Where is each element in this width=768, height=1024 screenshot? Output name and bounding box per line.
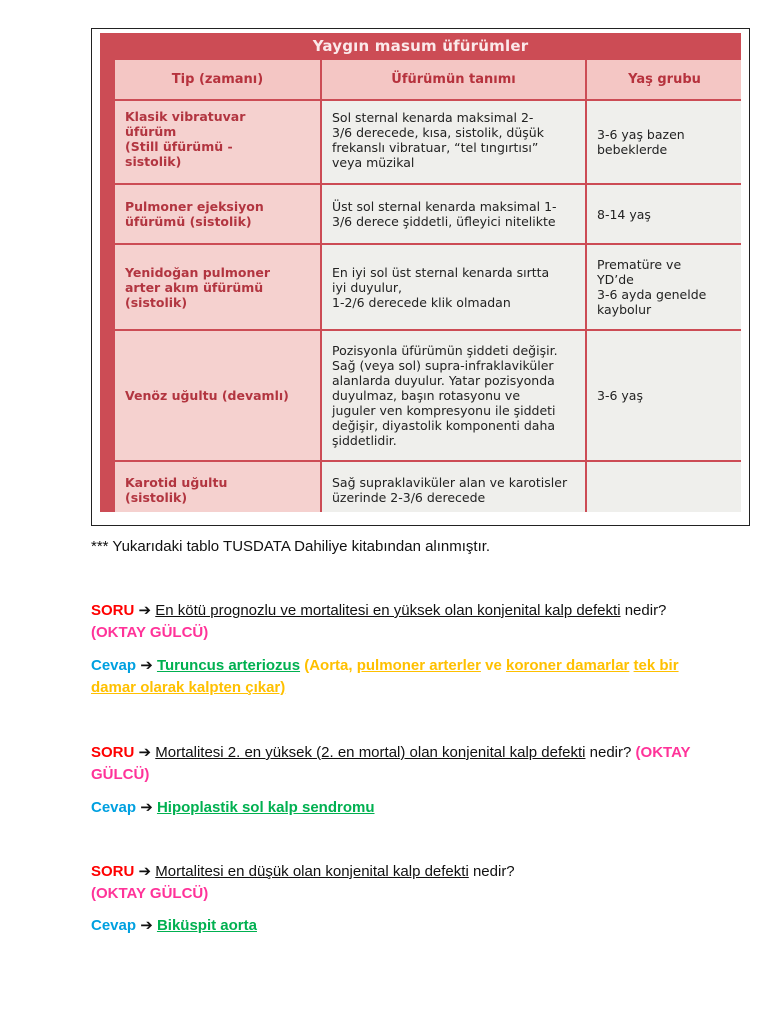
row-5-description: Sağ supraklaviküler alan ve karotisler üzerinde 2-3/6 derecede: [322, 462, 585, 512]
question-tail: nedir?: [624, 602, 667, 619]
figure-frame: [91, 28, 750, 526]
row-4-type: Venöz uğultu (devamlı): [115, 331, 320, 460]
question-block-3: [91, 861, 691, 905]
answer-block-3: [91, 915, 691, 937]
question-tail: nedir?: [472, 863, 515, 880]
arrow-icon: ➔: [138, 744, 152, 761]
arrow-icon: ➔: [138, 863, 152, 880]
row-3-type: Yenidoğan pulmoner arter akım üfürümü (sistolik): [115, 245, 320, 329]
answer-note-tail: tek bir damar olarak kalpten çıkar): [91, 657, 679, 696]
row-3-description: En iyi sol üst sternal kenarda sırtta iyi duyulur, 1-2/6 derecede klik olmadan: [322, 245, 585, 329]
answer-note-and: ve: [485, 657, 502, 674]
table-title: Yaygın masum üfürümler: [312, 37, 529, 55]
answer-label: Cevap: [91, 917, 137, 934]
header-description: Üfürümün tanımı: [322, 60, 585, 99]
source-note: *** Yukarıdaki tablo TUSDATA Dahiliye kitabından alınmıştır.: [91, 538, 491, 555]
row-1-type: Klasik vibratuvar üfürüm (Still üfürümü - sistolik): [115, 101, 320, 183]
row-5-age: [587, 462, 741, 512]
question-text: En kötü prognozlu ve mortalitesi en yüksek olan konjenital kalp defekti: [155, 602, 621, 619]
question-label: SORU: [91, 602, 135, 619]
answer-text: Biküspit aorta: [156, 917, 257, 934]
row-2-type: Pulmoner ejeksiyon üfürümü (sistolik): [115, 185, 320, 243]
question-label: SORU: [91, 744, 135, 761]
row-4-description: Pozisyonla üfürümün şiddeti değişir. Sağ (veya sol) supra-infraklaviküler alanlarda duyulur. Yatar pozisyonda duyulmaz, başın rotasyonu ve juguler ven kompresyonu ile şiddeti değişir, diyastolik komponenti daha şiddetlidir.: [322, 331, 585, 460]
header-type: Tip (zamanı): [115, 60, 320, 99]
row-2-age: 8-14 yaş: [587, 185, 741, 243]
author-tag: (OKTAY GÜLCÜ): [91, 624, 209, 641]
question-label: SORU: [91, 863, 135, 880]
question-block-1: [91, 600, 691, 644]
answer-text: Turuncus arteriozus: [156, 657, 301, 674]
author-tag: (OKTAY GÜLCÜ): [91, 744, 691, 783]
question-tail: nedir?: [589, 744, 632, 761]
header-age-group: Yaş grubu: [587, 60, 741, 99]
question-text: Mortalitesi en düşük olan konjenital kalp defekti: [155, 863, 469, 880]
row-1-age: 3-6 yaş bazen bebeklerde: [587, 101, 741, 183]
answer-label: Cevap: [91, 799, 137, 816]
arrow-icon: ➔: [140, 657, 153, 674]
answer-label: Cevap: [91, 657, 137, 674]
question-text: Mortalitesi 2. en yüksek (2. en mortal) olan konjenital kalp defekti: [155, 744, 586, 761]
row-3-age: Prematüre ve YD’de 3-6 ayda genelde kaybolur: [587, 245, 741, 329]
row-1-description: Sol sternal kenarda maksimal 2- 3/6 derecede, kısa, sistolik, düşük frekanslı vibratuar, “tel tıngırtısı” veya müzikal: [322, 101, 585, 183]
row-5-type: Karotid uğultu (sistolik): [115, 462, 320, 512]
answer-block-1: [91, 655, 691, 699]
arrow-icon: ➔: [140, 799, 153, 816]
arrow-icon: ➔: [140, 917, 153, 934]
arrow-icon: ➔: [138, 602, 152, 619]
row-2-description: Üst sol sternal kenarda maksimal 1- 3/6 derece şiddetli, üfleyici nitelikte: [322, 185, 585, 243]
murmur-table: [115, 60, 738, 509]
answer-note-pulmonary: pulmoner arterler: [356, 657, 481, 674]
row-4-age: 3-6 yaş: [587, 331, 741, 460]
answer-block-2: [91, 797, 691, 819]
table-photo: [100, 33, 741, 512]
author-tag: (OKTAY GÜLCÜ): [91, 885, 209, 902]
question-block-2: [91, 742, 691, 786]
answer-note-coronary: koroner damarlar: [505, 657, 630, 674]
answer-note-open: (Aorta,: [304, 657, 353, 674]
answer-text: Hipoplastik sol kalp sendromu: [156, 799, 375, 816]
